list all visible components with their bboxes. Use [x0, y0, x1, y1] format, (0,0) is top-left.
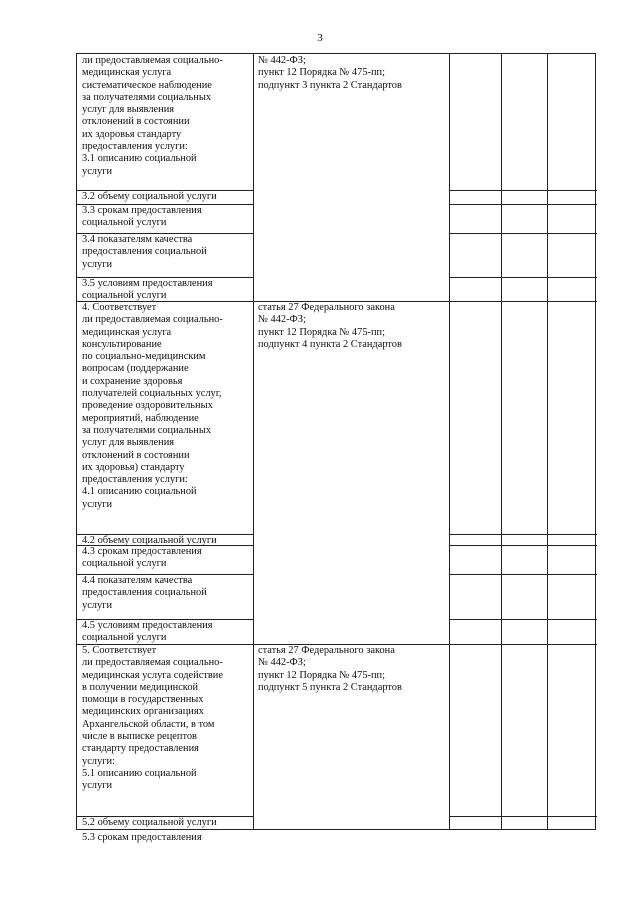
- row-divider: [449, 534, 597, 535]
- row-divider: [449, 301, 597, 302]
- row-divider: [449, 204, 597, 205]
- row-divider: [449, 816, 597, 817]
- requirement-cell: 3.5 условиям предоставления социальной услуги: [82, 278, 213, 302]
- page-number: 3: [317, 32, 323, 44]
- requirement-cell: 4.5 условиям предоставления социальной услуги: [82, 620, 213, 644]
- row-divider: [449, 190, 597, 191]
- requirement-cell: 5.2 объему социальной услуги: [82, 817, 217, 828]
- requirement-cell: 5.3 срокам предоставления: [82, 832, 202, 843]
- column-divider: [449, 54, 450, 829]
- column-divider: [253, 54, 254, 829]
- requirement-cell: 4.3 срокам предоставления социальной услуги: [82, 546, 202, 570]
- row-divider: [449, 233, 597, 234]
- row-divider: [449, 619, 597, 620]
- legal-basis-cell: статья 27 Федерального закона № 442-ФЗ; пункт 12 Порядка № 475-пп; подпункт 5 пункта 2 Стандартов: [258, 645, 402, 693]
- legal-basis-cell: № 442-ФЗ; пункт 12 Порядка № 475-пп; подпункт 3 пункта 2 Стандартов: [258, 55, 402, 91]
- requirement-cell: 3.2 объему социальной услуги: [82, 191, 217, 202]
- row-divider: [449, 277, 597, 278]
- row-divider: [449, 574, 597, 575]
- requirement-cell: 4. Соответствует ли предоставляемая социально- медицинская услуга консультирование по социально-медицинским вопросам (поддержание и сохранение здоровья получателей социальных услуг, проведение оздоровительных мероприятий, наблюдение за получателями социальных услуг для выявления отклонений в состоянии их здоровья) стандарту предоставления услуги: 4.1 описанию социальной услуги: [82, 302, 223, 510]
- requirement-cell: ли предоставляемая социально- медицинская услуга систематическое наблюдение за получателями социальных услуг для выявления отклонений в состоянии их здоровья стандарту предоставления услуги: 3.1 описанию социальной услуги: [82, 55, 223, 177]
- requirement-cell: 3.3 срокам предоставления социальной услуги: [82, 205, 202, 229]
- requirement-cell: 4.4 показателям качества предоставления социальной услуги: [82, 575, 207, 611]
- requirement-cell: 4.2 объему социальной услуги: [82, 535, 217, 546]
- legal-basis-cell: статья 27 Федерального закона № 442-ФЗ; пункт 12 Порядка № 475-пп; подпункт 4 пункта 2 Стандартов: [258, 302, 402, 350]
- column-divider: [547, 54, 548, 829]
- row-divider: [449, 644, 597, 645]
- requirement-cell: 5. Соответствует ли предоставляемая социально- медицинская услуга содействие в получении медицинской помощи в государственных медицинских организациях Архангельской области, в том числе в выписке рецептов стандарту предоставления услуги: 5.1 описанию социальной услуги: [82, 645, 223, 792]
- checklist-table: [76, 53, 596, 843]
- row-divider: [449, 545, 597, 546]
- column-divider: [501, 54, 502, 829]
- requirement-cell: 3.4 показателям качества предоставления социальной услуги: [82, 234, 207, 270]
